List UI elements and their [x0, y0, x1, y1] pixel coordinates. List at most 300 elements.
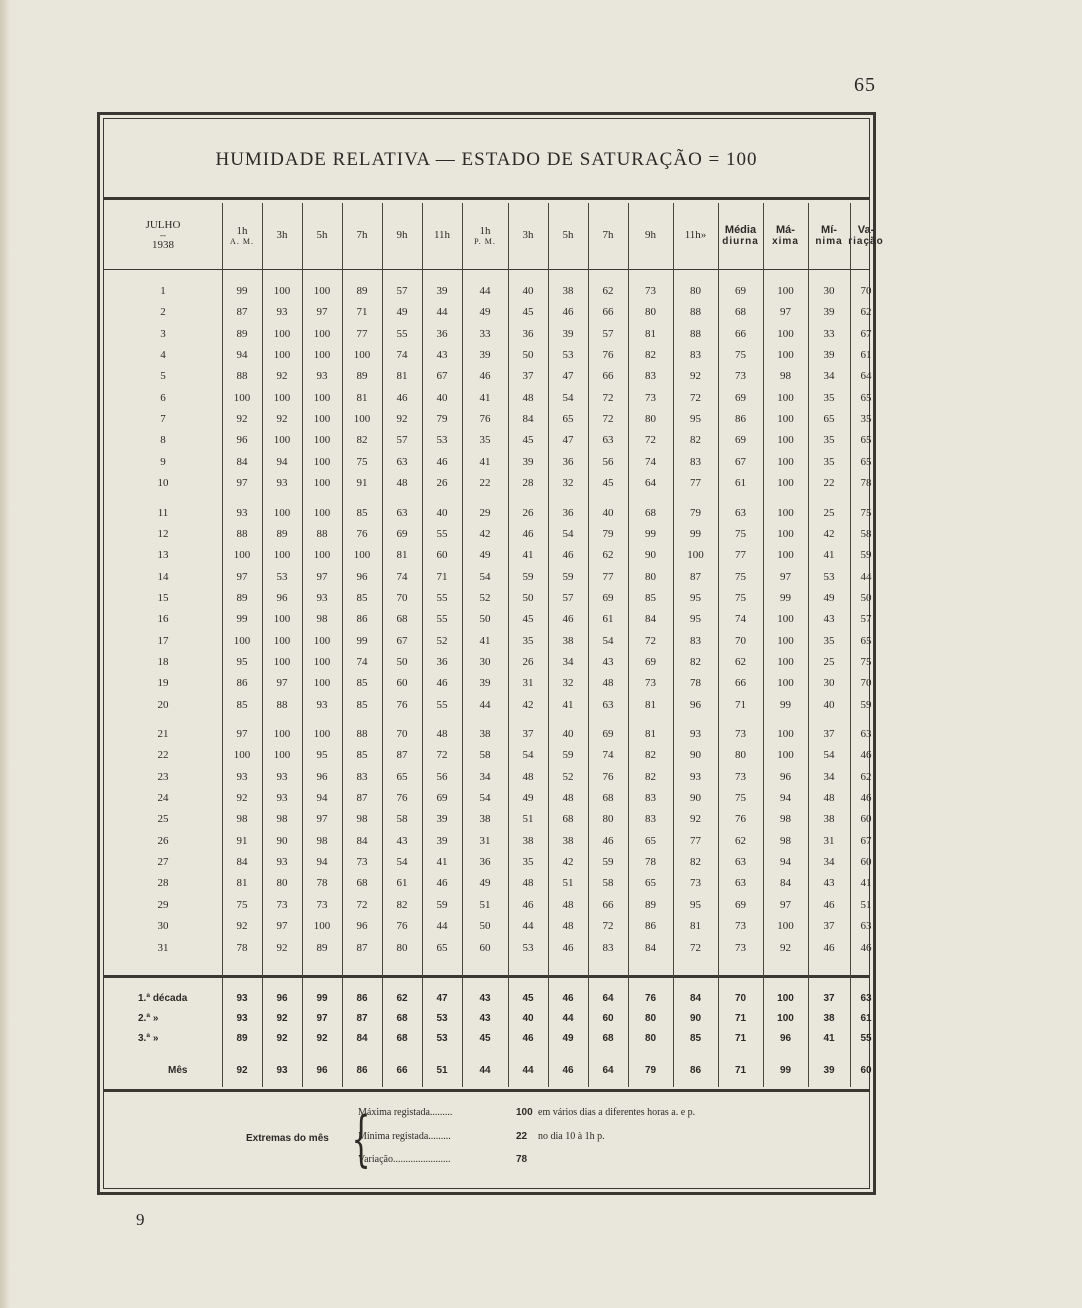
value-cell: 38 [823, 813, 835, 826]
value-cell: 36 [562, 455, 574, 468]
value-cell: 75 [735, 570, 746, 583]
value-cell: 55 [436, 527, 448, 540]
value-cell: 99 [780, 698, 791, 711]
value-cell: 49 [479, 306, 491, 319]
summary-value-cell: 46 [522, 1033, 534, 1044]
value-cell: 75 [735, 527, 746, 540]
value-cell: 36 [522, 327, 534, 340]
value-cell: 77 [356, 327, 368, 340]
extremes-max-line [358, 1107, 695, 1118]
day-cell: 30 [157, 920, 169, 933]
value-cell: 48 [436, 728, 448, 740]
value-cell: 94 [780, 792, 791, 805]
value-cell: 81 [356, 391, 368, 404]
value-cell: 39 [522, 455, 534, 468]
extremes-min-label: Mínima registada......... [358, 1131, 451, 1142]
value-cell: 46 [562, 613, 574, 626]
value-cell: 100 [273, 728, 291, 740]
year-label: 1938 [152, 238, 174, 251]
value-cell: 72 [645, 434, 656, 447]
value-cell: 89 [236, 591, 248, 604]
value-cell: 93 [316, 591, 328, 604]
value-cell: 26 [436, 477, 448, 490]
value-cell: 51 [860, 898, 872, 911]
extremes-brace: { [351, 1104, 371, 1174]
value-cell: 86 [356, 613, 368, 626]
value-cell: 41 [479, 391, 491, 404]
summary-value-cell: 79 [644, 1065, 657, 1076]
value-cell: 74 [602, 749, 614, 762]
day-cell: 18 [157, 655, 169, 668]
value-cell: 100 [777, 728, 794, 740]
value-cell: 75 [735, 349, 746, 362]
value-cell: 93 [316, 698, 328, 711]
value-cell: 65 [860, 634, 872, 647]
value-cell: 73 [645, 677, 656, 690]
value-cell: 63 [860, 920, 872, 933]
column-header-main: 3h [522, 229, 534, 241]
value-cell: 100 [353, 413, 371, 426]
summary-value-cell: 53 [436, 1033, 448, 1044]
value-cell: 97 [236, 728, 248, 740]
value-cell: 73 [645, 391, 656, 404]
column-header [342, 203, 382, 267]
value-cell: 53 [823, 570, 835, 583]
summary-value-cell: 68 [396, 1013, 408, 1024]
extremes-min-value: 22 [516, 1131, 528, 1142]
value-cell: 59 [436, 898, 448, 911]
value-cell: 76 [396, 792, 408, 805]
table-row [104, 366, 872, 387]
summary-value-cell: 93 [236, 1013, 248, 1024]
value-cell: 62 [735, 655, 746, 668]
value-cell: 100 [233, 749, 251, 762]
value-cell: 54 [602, 634, 614, 647]
summary-value-cell: 93 [236, 993, 248, 1004]
summary-value-cell: 68 [602, 1033, 614, 1044]
value-cell: 78 [690, 677, 701, 690]
value-cell: 65 [436, 941, 448, 954]
column-divider [462, 203, 463, 1087]
value-cell: 73 [276, 898, 288, 911]
day-cell: 1 [160, 285, 166, 297]
value-cell: 31 [479, 834, 491, 847]
day-cell: 21 [157, 728, 169, 740]
value-cell: 84 [522, 413, 534, 426]
summary-value-cell: 92 [276, 1033, 288, 1044]
value-cell: 73 [735, 728, 746, 740]
value-cell: 39 [436, 813, 448, 826]
table-inner-frame [103, 118, 884, 1189]
value-cell: 81 [645, 327, 656, 340]
table-row [104, 388, 872, 409]
value-cell: 46 [436, 455, 448, 468]
value-cell: 100 [233, 634, 251, 647]
value-cell: 83 [645, 813, 656, 826]
summary-value-cell: 44 [479, 1065, 491, 1076]
value-cell: 84 [236, 455, 248, 468]
value-cell: 83 [356, 770, 368, 783]
summary-value-cell: 86 [356, 993, 368, 1004]
value-cell: 65 [645, 834, 656, 847]
summary-row [104, 1009, 872, 1029]
column-divider [262, 203, 263, 1087]
column-header [673, 203, 718, 267]
value-cell: 93 [690, 770, 701, 783]
table-row [104, 567, 872, 588]
value-cell: 99 [645, 527, 656, 540]
value-cell: 81 [396, 549, 408, 562]
column-header-sub: diurna [722, 235, 759, 247]
value-cell: 94 [780, 856, 791, 869]
table-row [104, 673, 872, 694]
value-cell: 65 [562, 413, 574, 426]
day-cell: 2 [160, 306, 166, 319]
column-header-main: Va- [857, 223, 875, 236]
value-cell: 100 [777, 527, 794, 540]
value-cell: 87 [236, 306, 248, 319]
value-cell: 79 [690, 506, 701, 519]
value-cell: 64 [860, 370, 872, 383]
summary-label: 2.ª » [138, 1013, 159, 1024]
value-cell: 59 [860, 698, 872, 711]
value-cell: 61 [735, 477, 746, 490]
column-divider [342, 203, 343, 1087]
value-cell: 78 [316, 877, 328, 890]
value-cell: 43 [436, 349, 448, 362]
value-cell: 98 [276, 813, 288, 826]
summary-value-cell: 86 [356, 1065, 368, 1076]
value-cell: 80 [396, 941, 408, 954]
value-cell: 99 [780, 591, 791, 604]
value-cell: 46 [562, 306, 574, 319]
value-cell: 96 [236, 434, 248, 447]
value-cell: 92 [396, 413, 408, 426]
column-header-main: Mí- [821, 223, 837, 236]
value-cell: 81 [645, 698, 656, 711]
value-cell: 84 [780, 877, 791, 890]
value-cell: 70 [396, 728, 408, 740]
value-cell: 92 [236, 920, 248, 933]
value-cell: 84 [645, 941, 656, 954]
value-cell: 73 [356, 856, 368, 869]
value-cell: 46 [562, 549, 574, 562]
value-cell: 40 [823, 698, 835, 711]
value-cell: 34 [823, 770, 835, 783]
value-cell: 96 [780, 770, 791, 783]
value-cell: 80 [602, 813, 614, 826]
value-cell: 82 [645, 749, 656, 762]
value-cell: 100 [273, 391, 291, 404]
table-row [104, 916, 872, 937]
value-cell: 48 [522, 391, 534, 404]
day-cell: 20 [157, 698, 169, 711]
value-cell: 50 [479, 613, 491, 626]
value-cell: 74 [356, 655, 368, 668]
column-divider [763, 203, 764, 1087]
column-divider [508, 203, 509, 1087]
value-cell: 22 [479, 477, 491, 490]
value-cell: 41 [479, 634, 491, 647]
value-cell: 68 [735, 306, 746, 319]
day-cell: 11 [157, 506, 169, 519]
value-cell: 100 [313, 285, 331, 297]
value-cell: 95 [690, 413, 701, 426]
column-header-main: 7h [356, 229, 368, 241]
value-cell: 83 [645, 370, 656, 383]
value-cell: 69 [735, 434, 746, 447]
value-cell: 87 [356, 941, 368, 954]
value-cell: 100 [777, 634, 794, 647]
value-cell: 57 [396, 285, 408, 297]
value-cell: 65 [396, 770, 408, 783]
value-cell: 60 [860, 856, 872, 869]
value-cell: 49 [479, 549, 491, 562]
value-cell: 75 [356, 455, 368, 468]
extremes-min-line [358, 1131, 605, 1142]
value-cell: 59 [562, 749, 574, 762]
value-cell: 72 [436, 749, 448, 762]
day-cell: 26 [157, 834, 169, 847]
summary-value-cell: 43 [479, 1013, 491, 1024]
column-header-main: Média [724, 223, 757, 236]
column-header-main: 11h [433, 229, 451, 241]
value-cell: 100 [313, 634, 331, 647]
summary-row [104, 1029, 872, 1049]
value-cell: 57 [562, 591, 574, 604]
column-header [422, 203, 462, 267]
value-cell: 85 [236, 698, 248, 711]
table-row [104, 745, 872, 766]
value-cell: 82 [690, 655, 701, 668]
value-cell: 54 [479, 792, 491, 805]
value-cell: 89 [356, 285, 368, 297]
value-cell: 38 [522, 834, 534, 847]
value-cell: 54 [522, 749, 534, 762]
value-cell: 93 [276, 306, 288, 319]
value-cell: 55 [436, 698, 448, 711]
summary-value-cell: 96 [276, 993, 288, 1004]
table-frame [97, 112, 884, 1195]
value-cell: 35 [479, 434, 491, 447]
value-cell: 42 [562, 856, 574, 869]
value-cell: 28 [522, 477, 534, 490]
value-cell: 89 [236, 327, 248, 340]
value-cell: 97 [236, 570, 248, 583]
summary-value-cell: 49 [562, 1033, 574, 1044]
summary-value-cell: 40 [522, 1013, 534, 1024]
value-cell: 97 [316, 306, 328, 319]
value-cell: 51 [479, 898, 491, 911]
summary-row [104, 989, 872, 1009]
value-cell: 63 [860, 728, 872, 740]
value-cell: 75 [860, 506, 872, 519]
value-cell: 93 [236, 770, 248, 783]
value-cell: 44 [479, 698, 491, 711]
value-cell: 78 [645, 856, 656, 869]
value-cell: 82 [396, 898, 408, 911]
value-cell: 51 [522, 813, 534, 826]
value-cell: 100 [313, 349, 331, 362]
value-cell: 57 [860, 613, 872, 626]
value-cell: 71 [735, 698, 746, 711]
value-cell: 100 [313, 434, 331, 447]
column-divider [422, 203, 423, 1087]
value-cell: 76 [602, 349, 614, 362]
value-cell: 51 [562, 877, 574, 890]
value-cell: 35 [823, 434, 835, 447]
table-row [104, 873, 872, 894]
value-cell: 48 [562, 792, 574, 805]
value-cell: 38 [562, 834, 574, 847]
value-cell: 46 [823, 898, 835, 911]
value-cell: 39 [823, 349, 835, 362]
summary-value-cell: 68 [396, 1033, 408, 1044]
summary-value-cell: 66 [396, 1065, 408, 1076]
column-header [508, 203, 548, 267]
day-cell: 23 [157, 770, 169, 783]
value-cell: 36 [436, 327, 448, 340]
summary-value-cell: 92 [316, 1033, 328, 1044]
value-cell: 39 [479, 677, 491, 690]
value-cell: 97 [316, 570, 328, 583]
value-cell: 46 [479, 370, 491, 383]
value-cell: 80 [690, 285, 701, 297]
value-cell: 83 [645, 792, 656, 805]
value-cell: 61 [860, 349, 872, 362]
value-cell: 98 [780, 370, 791, 383]
table-row [104, 788, 872, 809]
value-cell: 97 [316, 813, 328, 826]
value-cell: 79 [436, 413, 448, 426]
summary-value-cell: 86 [689, 1065, 702, 1076]
extremes-max-note: em vários dias a diferentes horas a. e p. [538, 1107, 696, 1118]
value-cell: 81 [236, 877, 248, 890]
value-cell: 97 [780, 570, 791, 583]
value-cell: 100 [777, 455, 794, 468]
summary-value-cell: 61 [860, 1013, 872, 1024]
title-divider [104, 197, 869, 200]
value-cell: 35 [823, 634, 835, 647]
value-cell: 39 [436, 834, 448, 847]
value-cell: 100 [777, 477, 794, 490]
value-cell: 35 [522, 856, 534, 869]
value-cell: 100 [273, 349, 291, 362]
value-cell: 97 [780, 898, 791, 911]
value-cell: 25 [823, 506, 835, 519]
value-cell: 93 [276, 856, 288, 869]
value-cell: 49 [823, 591, 835, 604]
value-cell: 45 [522, 306, 534, 319]
value-cell: 98 [236, 813, 248, 826]
value-cell: 66 [602, 370, 614, 383]
value-cell: 77 [690, 477, 701, 490]
value-cell: 54 [479, 570, 491, 583]
value-cell: 32 [562, 677, 574, 690]
column-divider [628, 203, 629, 1087]
column-header-main: 11h» [684, 229, 707, 241]
summary-value-cell: 71 [734, 1013, 747, 1024]
value-cell: 63 [735, 856, 746, 869]
column-header [628, 203, 673, 267]
value-cell: 34 [823, 370, 835, 383]
summary-value-cell: 80 [644, 1033, 657, 1044]
value-cell: 93 [276, 770, 288, 783]
summary-value-cell: 71 [734, 1033, 747, 1044]
summary-value-cell: 44 [522, 1065, 534, 1076]
column-divider [302, 203, 303, 1087]
summary-label: 1.ª década [138, 993, 188, 1004]
value-cell: 90 [276, 834, 288, 847]
column-header-main: 3h [276, 229, 288, 241]
table-row [104, 324, 872, 345]
value-cell: 75 [735, 792, 746, 805]
value-cell: 100 [273, 749, 291, 762]
column-header-main: 5h [316, 229, 328, 241]
value-cell: 46 [860, 941, 872, 954]
value-cell: 43 [602, 655, 614, 668]
value-cell: 45 [602, 477, 614, 490]
value-cell: 68 [645, 506, 656, 519]
value-cell: 89 [276, 527, 288, 540]
value-cell: 76 [479, 413, 491, 426]
value-cell: 93 [236, 506, 248, 519]
value-cell: 92 [276, 370, 288, 383]
value-cell: 70 [860, 285, 872, 297]
value-cell: 40 [562, 728, 574, 740]
day-cell: 29 [157, 898, 169, 911]
value-cell: 84 [236, 856, 248, 869]
value-cell: 65 [645, 877, 656, 890]
value-cell: 66 [602, 898, 614, 911]
value-cell: 100 [313, 327, 331, 340]
value-cell: 75 [236, 898, 248, 911]
day-cell: 5 [160, 370, 166, 383]
summary-divider-top [104, 975, 869, 978]
value-cell: 100 [353, 349, 371, 362]
day-cell: 27 [157, 856, 169, 869]
value-cell: 63 [735, 506, 746, 519]
value-cell: 64 [645, 477, 656, 490]
value-cell: 37 [522, 728, 534, 740]
value-cell: 65 [860, 434, 872, 447]
value-cell: 67 [396, 634, 408, 647]
value-cell: 93 [276, 792, 288, 805]
value-cell: 39 [479, 349, 491, 362]
value-cell: 69 [735, 898, 746, 911]
value-cell: 100 [777, 506, 794, 519]
value-cell: 48 [522, 877, 534, 890]
value-cell: 86 [236, 677, 248, 690]
value-cell: 62 [860, 306, 872, 319]
value-cell: 69 [396, 527, 408, 540]
extremes-var-label: Variação....................... [358, 1154, 451, 1165]
month-label: JULHO [145, 218, 181, 231]
value-cell: 69 [735, 391, 746, 404]
value-cell: 75 [860, 655, 872, 668]
value-cell: 63 [396, 455, 408, 468]
value-cell: 100 [313, 677, 331, 690]
value-cell: 100 [777, 920, 794, 933]
value-cell: 77 [690, 834, 701, 847]
day-cell: 4 [160, 349, 166, 362]
column-divider [718, 203, 719, 1087]
value-cell: 69 [735, 285, 746, 297]
value-cell: 41 [522, 549, 534, 562]
value-cell: 94 [236, 349, 248, 362]
summary-value-cell: 84 [689, 993, 702, 1004]
summary-value-cell: 45 [522, 993, 534, 1004]
